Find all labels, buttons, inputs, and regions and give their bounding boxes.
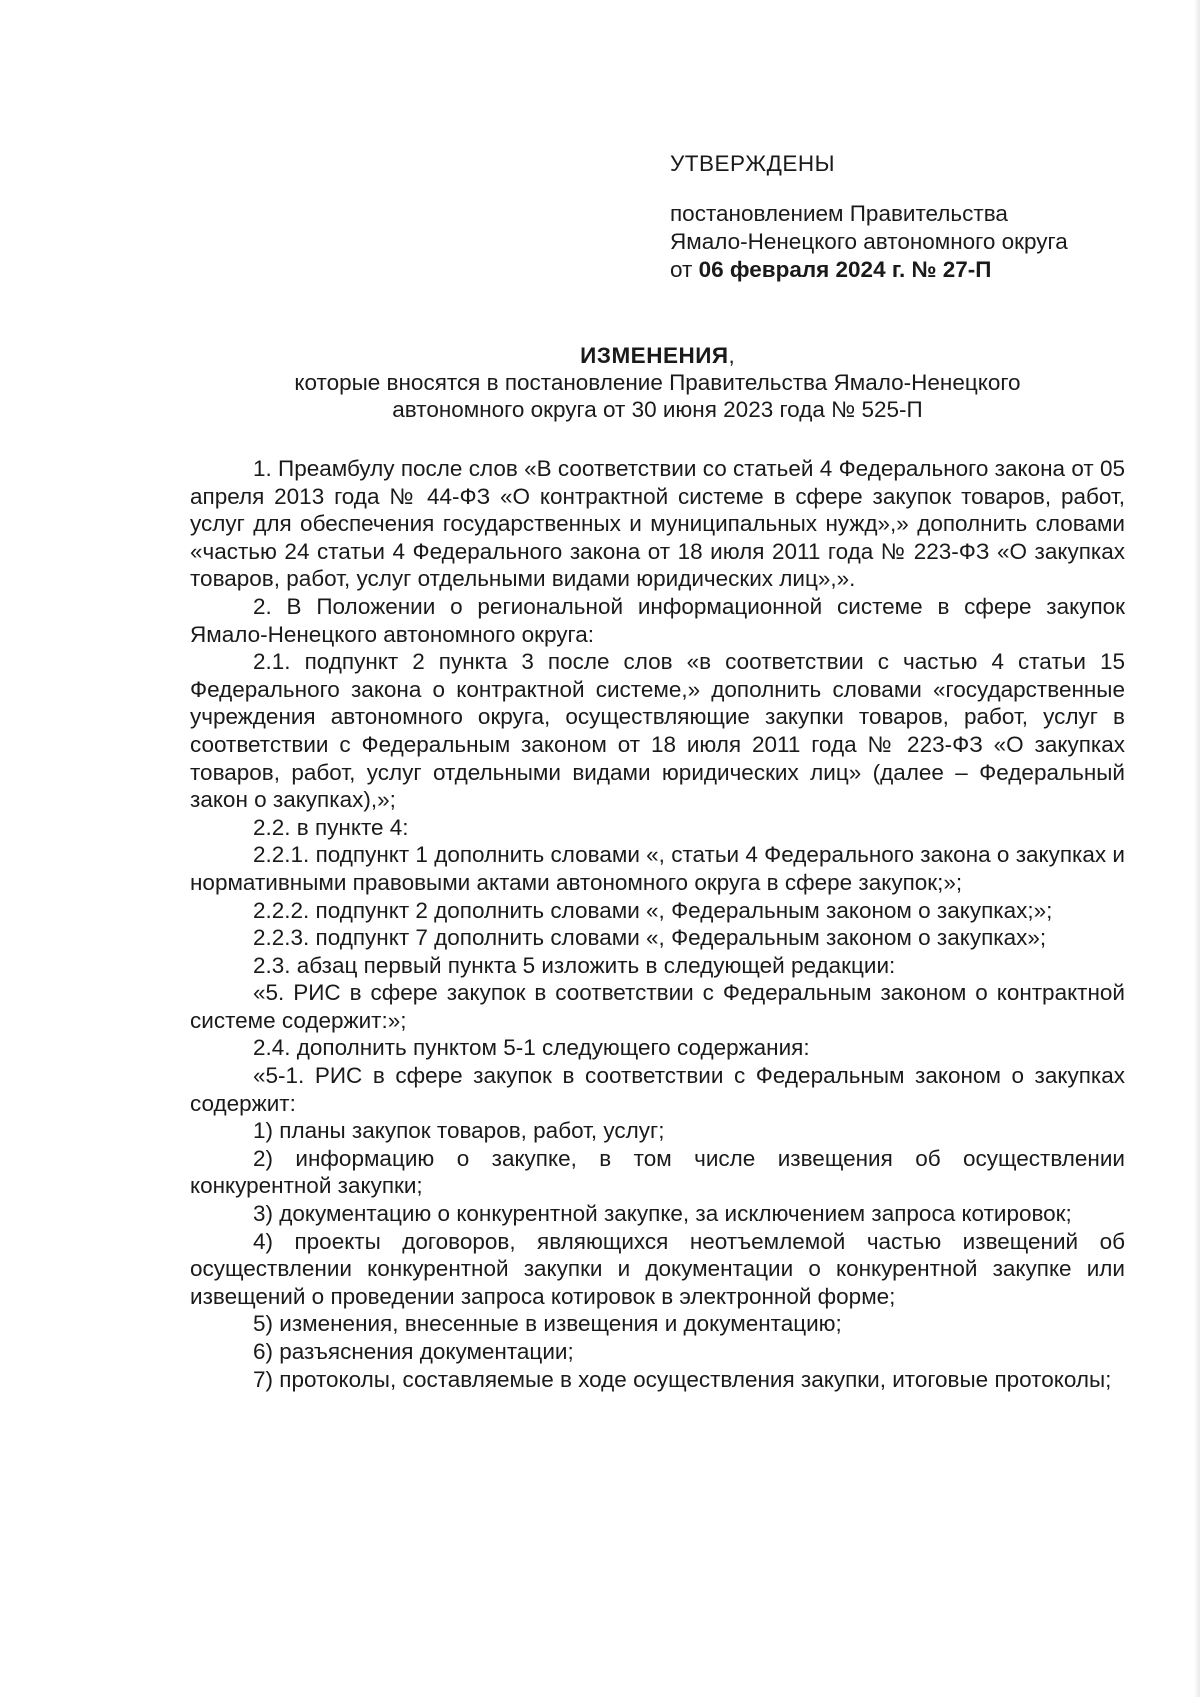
approval-date-prefix: от	[670, 257, 699, 282]
document-title-comma: ,	[728, 343, 735, 368]
approval-stamp	[670, 150, 1150, 284]
paragraph: 2. В Положении о региональной информационной системе в сфере закупок Ямало-Ненецкого автономного округа:	[190, 593, 1125, 647]
paragraph: 7) протоколы, составляемые в ходе осуществления закупки, итоговые протоколы;	[253, 1366, 1112, 1392]
paragraph: 1) планы закупок товаров, работ, услуг;	[253, 1118, 665, 1144]
paragraph: 1. Преамбулу после слов «В соответствии со статьей 4 Федерального закона от 05 апреля 2013 года № 44-ФЗ «О контрактной системе в сфере закупок товаров, работ, услуг для обеспечения государственных и муниципальных нужд»,» дополнить словами «частью 24 статьи 4 Федерального закона от 18 июля 2011 года № 223-ФЗ «О закупках товаров, работ, услуг отдельными видами юридических лиц»,».	[190, 456, 1125, 592]
document-body	[190, 455, 1125, 1393]
paragraph: 2.2.1. подпункт 1 дополнить словами «, статьи 4 Федерального закона о закупках и нормативными правовыми актами автономного округа в сфере закупок;»;	[190, 842, 1125, 895]
paragraph: 2.2. в пункте 4:	[253, 814, 409, 840]
paragraph: 2) информацию о закупке, в том числе извещения об осуществлении конкурентной закупки;	[190, 1145, 1125, 1199]
paragraph: 2.3. абзац первый пункта 5 изложить в следующей редакции:	[253, 952, 896, 978]
paragraph: 2.4. дополнить пунктом 5-1 следующего содержания:	[253, 1035, 810, 1061]
document-subtitle-line-2: автономного округа от 30 июня 2023 года № 525-П	[392, 397, 923, 422]
document-subtitle-line-1: которые вносятся в постановление Правительства Ямало-Ненецкого	[294, 370, 1021, 395]
page-edge	[1194, 0, 1200, 1697]
approval-date	[670, 256, 1150, 284]
paragraph: «5-1. РИС в сфере закупок в соответствии с Федеральным законом о закупках содержит:	[190, 1063, 1125, 1116]
paragraph: 5) изменения, внесенные в извещения и документацию;	[253, 1311, 842, 1337]
paragraph: 4) проекты договоров, являющихся неотъемлемой частью извещений об осуществлении конкурентной закупки и документации о конкурентной закупке или извещений о проведении запроса котировок в электронной форме;	[190, 1228, 1125, 1309]
paragraph: 2.1. подпункт 2 пункта 3 после слов «в соответствии с частью 4 статьи 15 Федерального закона о контрактной системе,» дополнить словами «государственные учреждения автономного округа, осуществляющие закупки товаров, работ, услуг в соответствии с Федеральным законом от 18 июля 2011 года № 223-ФЗ «О закупках товаров, работ, услуг отдельными видами юридических лиц» (далее – Федеральный закон о закупках),»;	[190, 649, 1125, 813]
approval-line-1: постановлением Правительства	[670, 201, 1008, 226]
paragraph: 6) разъяснения документации;	[253, 1339, 574, 1364]
document-title-main: ИЗМЕНЕНИЯ	[580, 343, 729, 368]
approval-date-number: 06 февраля 2024 г. № 27-П	[698, 257, 992, 282]
paragraph: 3) документацию о конкурентной закупке, за исключением запроса котировок;	[253, 1201, 1072, 1227]
paragraph: 2.2.3. подпункт 7 дополнить словами «, Федеральным законом о закупках»;	[253, 925, 1047, 951]
approval-heading: УТВЕРЖДЕНЫ	[670, 151, 835, 176]
approval-line-2: Ямало-Ненецкого автономного округа	[670, 229, 1068, 254]
paragraph: «5. РИС в сфере закупок в соответствии с Федеральным законом о контрактной системе содержит:»;	[190, 980, 1125, 1033]
document-title-block	[190, 342, 1125, 423]
document-title	[190, 342, 1125, 369]
paragraph: 2.2.2. подпункт 2 дополнить словами «, Федеральным законом о закупках;»;	[253, 897, 1053, 923]
